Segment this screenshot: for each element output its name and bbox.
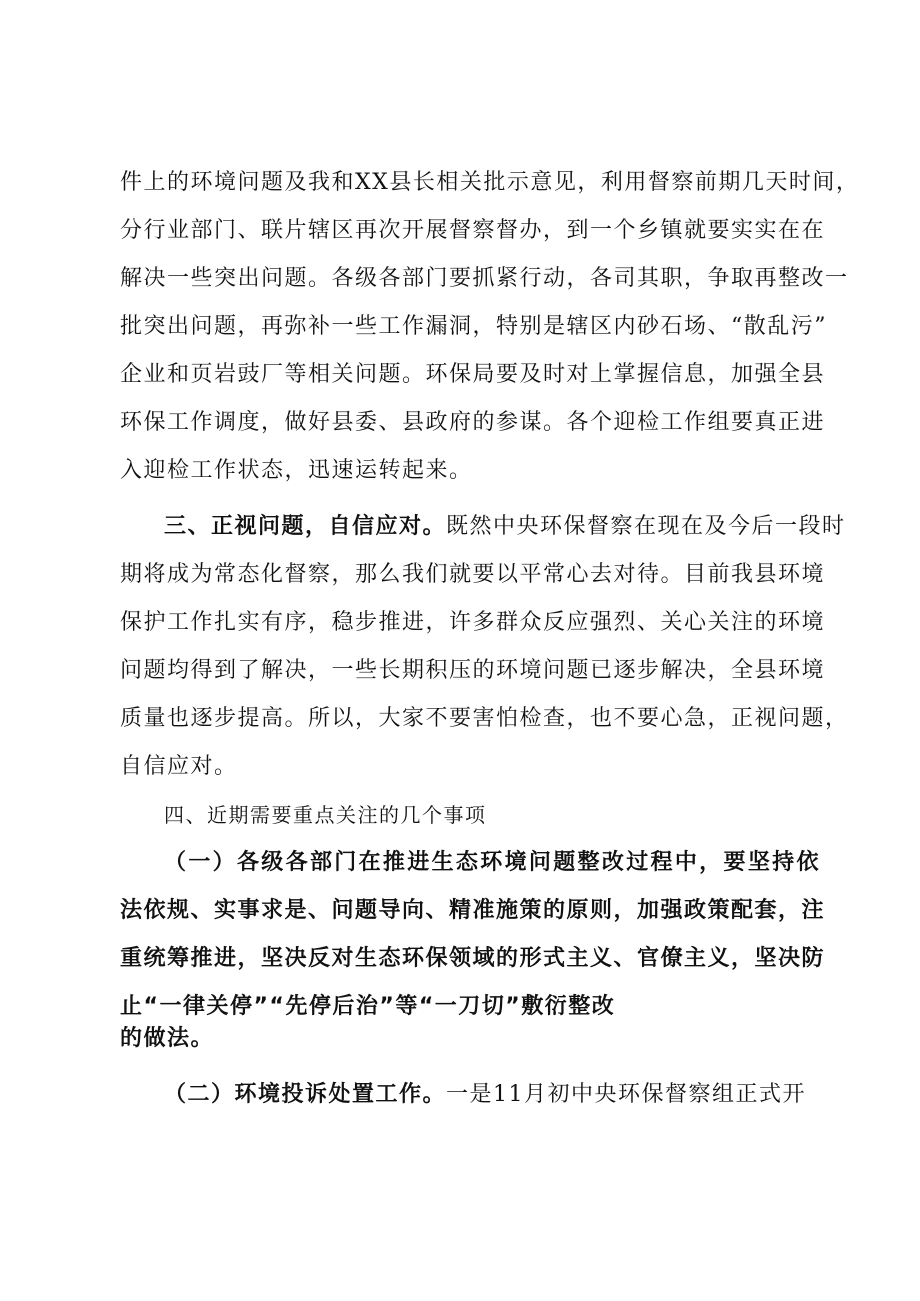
item-2-heading: （二）环境投诉处置工作。 — [164, 1082, 447, 1107]
item-1-line-5: 的做法。 — [120, 1026, 215, 1051]
paragraph-1-line-6: 环保工作调度，做好县委、县政府的参谋。各个迎检工作组要真正进 — [120, 410, 826, 435]
paragraph-1-line-5: 企业和页岩豉厂等相关问题。环保局要及时对上掌握信息，加强全县 — [120, 362, 826, 387]
section-3-line-2: 期将成为常态化督察，那么我们就要以平常心去对待。目前我县环境 — [120, 562, 826, 587]
item-2-line-1 — [164, 1080, 820, 1110]
section-3-first-line — [164, 512, 846, 542]
section-3-line-5: 质量也逐步提高。所以，大家不要害怕检查，也不要心急，正视问题， — [120, 706, 849, 731]
section-3-first-line-text: 既然中央环保督察在现在及今后一段时 — [446, 514, 846, 539]
item-2-text: 一是11月初中央环保督察组正式开 — [446, 1082, 807, 1107]
section-3-line-6: 自信应对。 — [120, 754, 238, 779]
paragraph-1-line-3: 解决一些突出问题。各级各部门要抓紧行动，各司其职，争取再整改一 — [120, 266, 849, 291]
section-3-line-4: 问题均得到了解决，一些长期积压的环境问题已逐步解决，全县环境 — [120, 658, 826, 683]
section-3-heading: 三、正视问题，自信应对。 — [164, 514, 447, 539]
item-1-line-2: 法依规、实事求是、问题导向、精准施策的原则，加强政策配套，注 — [120, 898, 826, 923]
paragraph-1-line-7: 入迎检工作状态，迅速运转起来。 — [120, 458, 473, 483]
item-1-line-4: 止“一律关停”“先停后治”等“一刀切”敷衍整改 — [120, 994, 616, 1019]
item-1-line-3: 重统筹推进，坚决反对生态环保领域的形式主义、官僚主义，坚决防 — [120, 946, 826, 971]
section-4-heading: 四、近期需要重点关注的几个事项 — [164, 803, 487, 827]
paragraph-1-line-4: 批突出问题，再弥补一些工作漏洞，特别是辖区内砂石场、“散乱污” — [120, 314, 827, 339]
section-3-line-3: 保护工作扎实有序，稳步推进，许多群众反应强烈、关心关注的环境 — [120, 610, 826, 635]
paragraph-1-line-1: 件上的环境问题及我和XX县长相关批示意见，利用督察前期几天时间， — [120, 170, 860, 195]
item-1-line-1: （一）各级各部门在推进生态环境问题整改过程中，要坚持依 — [164, 850, 820, 875]
paragraph-1-line-2: 分行业部门、联片辖区再次开展督察督办，到一个乡镇就要实实在在 — [120, 218, 826, 243]
